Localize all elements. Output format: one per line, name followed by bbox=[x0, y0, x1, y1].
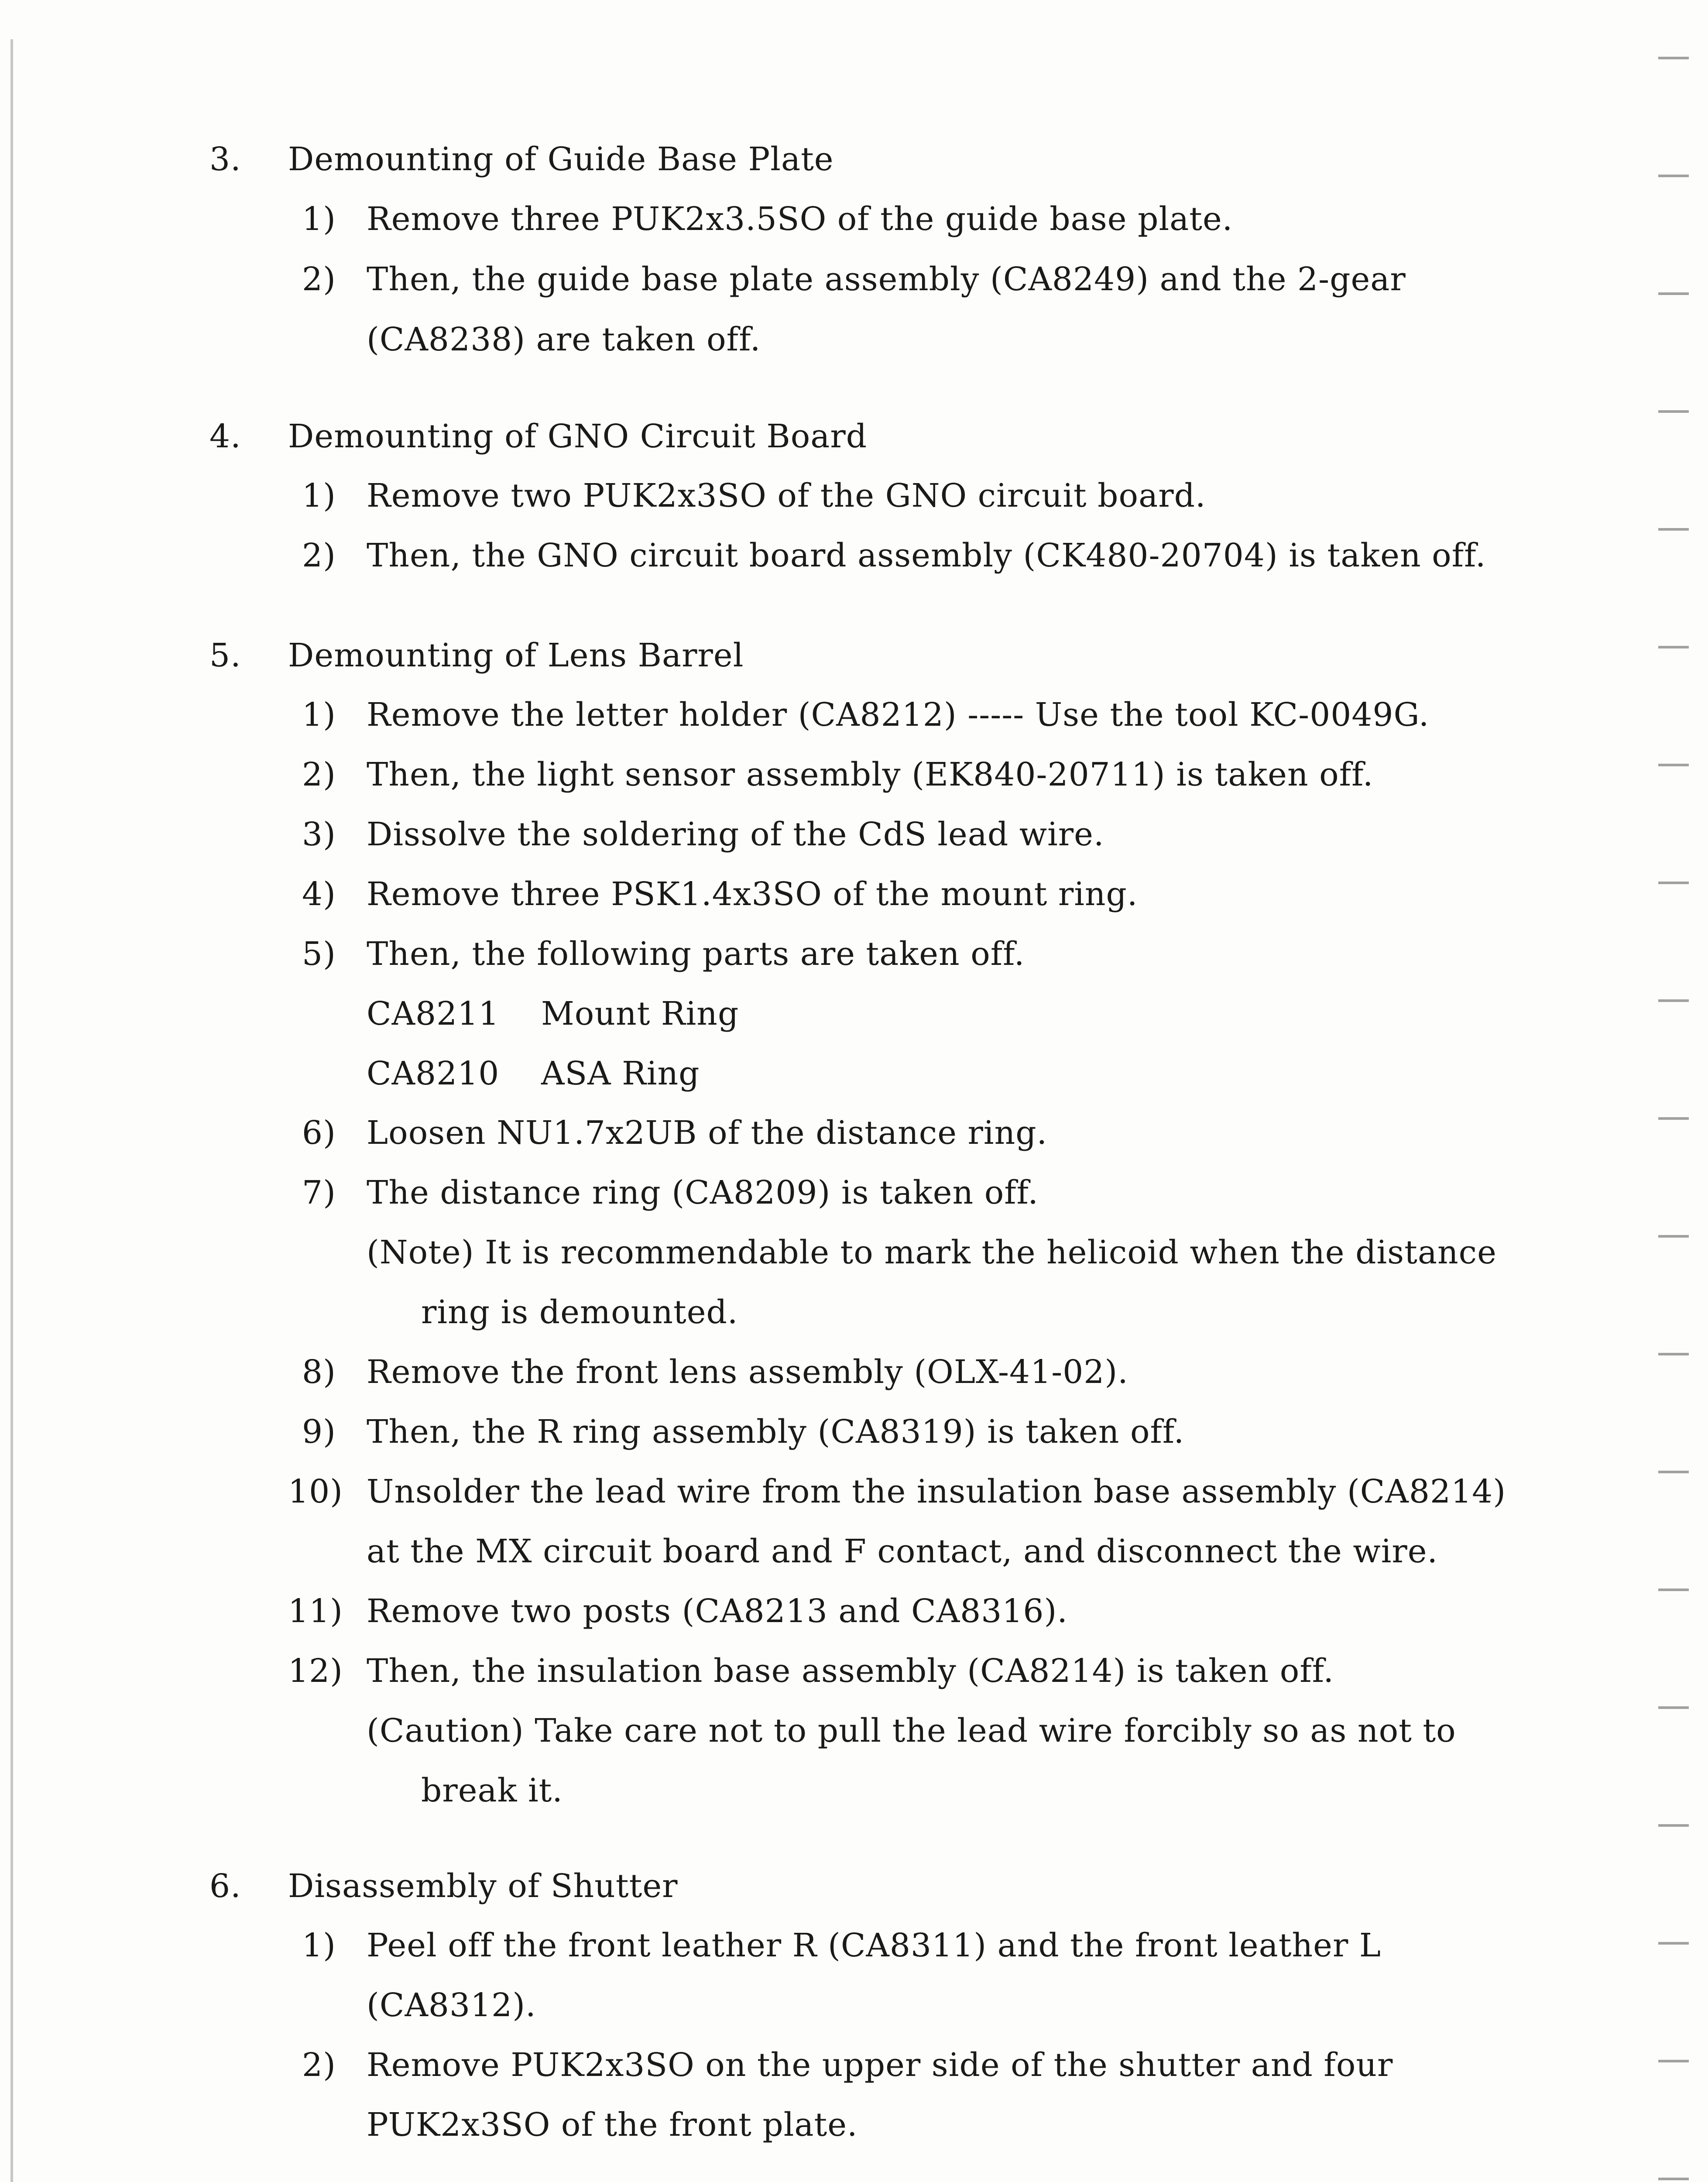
step-text: Then, the following parts are taken off. bbox=[367, 935, 1025, 973]
step-number: 2) bbox=[302, 537, 336, 574]
step-text-continued: at the MX circuit board and F contact, and disconnect the wire. bbox=[367, 1533, 1438, 1570]
step-text: Then, the guide base plate assembly (CA8249) and the 2-gear bbox=[367, 261, 1406, 298]
caution-text: (Caution) Take care not to pull the lead wire forcibly so as not to bbox=[367, 1712, 1456, 1750]
step-number: 5) bbox=[302, 935, 336, 973]
step-text: Remove the front lens assembly (OLX-41-02). bbox=[367, 1353, 1128, 1391]
step-text: Remove the letter holder (CA8212) ----- Use the tool KC-0049G. bbox=[367, 696, 1430, 734]
step-text: Then, the light sensor assembly (EK840-20711) is taken off. bbox=[367, 756, 1374, 793]
step-text-continued: (CA8238) are taken off. bbox=[367, 321, 761, 358]
section-title: Disassembly of Shutter bbox=[288, 1867, 678, 1905]
section-title: Demounting of Lens Barrel bbox=[288, 637, 744, 674]
step-number: 1) bbox=[302, 200, 336, 238]
step-text: Dissolve the soldering of the CdS lead wire. bbox=[367, 816, 1104, 853]
step-number: 7) bbox=[302, 1174, 336, 1211]
step-text: Remove two PUK2x3SO of the GNO circuit board. bbox=[367, 477, 1206, 515]
step-text: Unsolder the lead wire from the insulation base assembly (CA8214) bbox=[367, 1473, 1506, 1510]
step-text: Loosen NU1.7x2UB of the distance ring. bbox=[367, 1114, 1048, 1152]
part-name: ASA Ring bbox=[541, 1055, 700, 1092]
step-text: Then, the GNO circuit board assembly (CK480-20704) is taken off. bbox=[367, 537, 1486, 574]
step-text: Then, the R ring assembly (CA8319) is taken off. bbox=[367, 1413, 1185, 1451]
step-number: 10) bbox=[288, 1473, 343, 1510]
section-number: 6. bbox=[209, 1867, 241, 1905]
step-text: Remove PUK2x3SO on the upper side of the shutter and four bbox=[367, 2046, 1393, 2084]
step-text: Remove three PUK2x3.5SO of the guide base plate. bbox=[367, 200, 1233, 238]
note-text: (Note) It is recommendable to mark the helicoid when the distance bbox=[367, 1234, 1497, 1271]
step-number: 9) bbox=[302, 1413, 336, 1451]
note-text-continued: ring is demounted. bbox=[421, 1293, 738, 1331]
section-number: 4. bbox=[209, 418, 241, 455]
step-text-continued: PUK2x3SO of the front plate. bbox=[367, 2106, 858, 2144]
step-number: 1) bbox=[302, 696, 336, 734]
section-number: 3. bbox=[209, 141, 241, 178]
step-text: Then, the insulation base assembly (CA8214) is taken off. bbox=[367, 1652, 1334, 1690]
part-name: Mount Ring bbox=[541, 995, 739, 1033]
step-number: 2) bbox=[302, 756, 336, 793]
section-title: Demounting of GNO Circuit Board bbox=[288, 418, 868, 455]
step-number: 1) bbox=[302, 477, 336, 515]
step-number: 2) bbox=[302, 261, 336, 298]
step-number: 3) bbox=[302, 816, 336, 853]
caution-text-continued: break it. bbox=[421, 1772, 563, 1809]
step-number: 8) bbox=[302, 1353, 336, 1391]
step-text: Remove three PSK1.4x3SO of the mount ring. bbox=[367, 875, 1138, 913]
section-title: Demounting of Guide Base Plate bbox=[288, 141, 834, 178]
step-number: 11) bbox=[288, 1592, 343, 1630]
section-number: 5. bbox=[209, 637, 241, 674]
part-code: CA8211 bbox=[367, 995, 500, 1033]
step-text-continued: (CA8312). bbox=[367, 1986, 536, 2024]
part-code: CA8210 bbox=[367, 1055, 500, 1092]
step-text: Peel off the front leather R (CA8311) and the front leather L bbox=[367, 1927, 1382, 1964]
step-number: 2) bbox=[302, 2046, 336, 2084]
step-text: Remove two posts (CA8213 and CA8316). bbox=[367, 1592, 1068, 1630]
step-number: 1) bbox=[302, 1927, 336, 1964]
step-number: 4) bbox=[302, 875, 336, 913]
step-number: 6) bbox=[302, 1114, 336, 1152]
step-text: The distance ring (CA8209) is taken off. bbox=[367, 1174, 1039, 1211]
step-number: 12) bbox=[288, 1652, 343, 1690]
